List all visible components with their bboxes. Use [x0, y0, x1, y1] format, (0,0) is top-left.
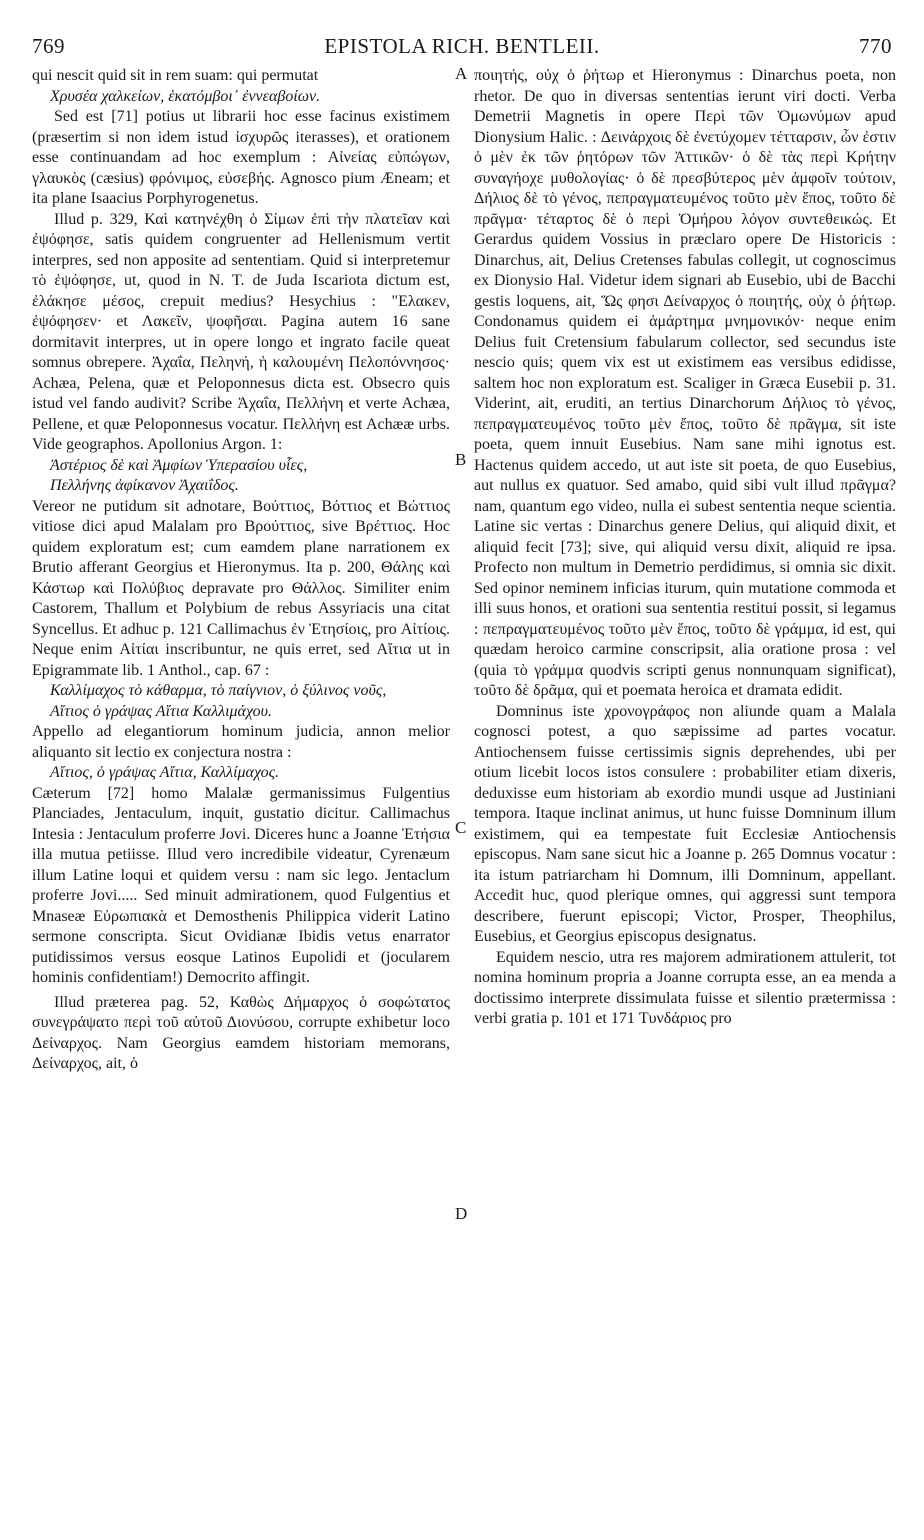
paragraph: Domninus iste χρονογράφος non aliunde quam a Malala cognosci potest, a quo sæpissime ad partes vocatur. Antiochensem fuisse certissimis signis deprehendes, ubi per otium licebit locos istos consulere : probabiliter etiam dixeris, deduxisse eum historiam ab exordio mundi usque ad Justiniani tempora. Itaque inclinat animus, ut hunc fuisse Domninum illum existimem, qui ea tempestate fuit Ecclesiæ Antiochensis episcopus. Nam sane sicut hic a Joanne p. 265 Domnus vocatur : ita istum patriarcham hi Domnum, illi Domninum, appellant. Accedit huc, quod plerique omnes, qui aggressi sunt tempora describere, fuerunt episcopi; Victor, Prosper, Theophilus, Eusebius, et Georgius episcopus designatus.	[474, 702, 896, 945]
paragraph: qui nescit quid sit in rem suam: qui permutat	[32, 67, 319, 84]
greek-quote: Αἴτιος ὁ γράψας Αἴτια Καλλιμάχου.	[50, 702, 272, 720]
page-header	[32, 34, 892, 60]
section-marker-d: D	[455, 1204, 468, 1223]
greek-quote: Καλλίμαχος τὸ κάθαρμα, τὸ παίγνιον, ὁ ξύλινος νοῦς,	[50, 682, 387, 699]
running-title: EPISTOLA RICH. BENTLEII.	[324, 34, 600, 58]
left-column	[32, 66, 450, 1075]
paragraph: Illud p. 329, Καὶ κατηνέχθη ὁ Σίμων ἐπὶ τὴν πλατεῖαν καὶ ἐψόφησε, satis quidem congruenter ad Hellenismum vertit interpres, sed non apposite ad sententiam. Quid si interpretemur τὸ ἐψόφησε, ut, quod in N. T. de Juda Iscariota dictum est, ἐλάκησε μέσος, crepuit medius? Hesychius : "Ελακεν, ἐψόφησεν· et Λακεῖν, ψοφῆσαι. Pagina autem 16 sane dormitavit interpres, ut in opere longo et ingrato facile queat somnus obrepere. Ἀχαΐα, Πεληνή, ἡ καλουμένη Πελοπόννησος· Achæa, Pelena, quæ et Peloponnesus dicta est. Obsecro quis istud vel fando audivit? Scribe Ἀχαΐα, Πελλήνη et verte Achæa, Pellene, et quæ Peloponnesus vocatur. Πελλήνη est Achææ urbs. Vide geographos. Apollonius Argon. 1:	[32, 210, 450, 453]
section-marker-c: C	[455, 818, 467, 837]
section-marker-a: A	[455, 64, 468, 83]
greek-quote: Ἀστέριος δὲ καὶ Ἀμφίων Ὑπερασίου υἷες,	[50, 456, 308, 474]
paragraph: Sed est [71] potius ut librarii hoc esse facinus existimem (præsertim si non idem istud ἰσχυρῶς iterasses), et orationem esse continuandam ad hoc exemplum : Αἰνείας εὐπώγων, γλαυκὸς (cæsius) φρόνιμος, εὐσεβής. Agnosco pium Æneam; et ita plane Isaacius Porphyrogenetus.	[32, 108, 450, 207]
paragraph: Illud præterea pag. 52, Καθὼς Δήμαρχος ὁ σοφώτατος συνεγράψατο περὶ τοῦ αὐτοῦ Διονύσου, corrupte exhibetur loco Δείναρχος. Nam Georgius eamdem historiam memorans, Δείναρχος, ait, ὁ	[32, 993, 450, 1072]
section-marker-b: B	[455, 450, 467, 469]
paragraph: Equidem nescio, utra res majorem admirationem attulerit, tot nomina hominum propria a Joanne corrupta esse, an ea menda a doctissimo interprete dissimulata fuisse et silentio prætermissa : verbi gratia p. 101 et 171 Τυνδάριος pro	[474, 948, 896, 1027]
page-number-right: 770	[859, 34, 892, 58]
paragraph: Appello ad elegantiorum hominum judicia, annon melior aliquanto sit lectio ex conjectura nostra :	[32, 723, 450, 761]
paragraph: Vereor ne putidum sit adnotare, Βούττιος, Βόττιος et Βώττιος vitiose dici apud Malalam pro Βρούττιος, sive Βρέττιος. Hoc quidem exploratum est; cum eamdem plane narrationem ex Brutio afferant Georgius et Hieronymus. Ita p. 200, Θάλης καὶ Κάστωρ καὶ Πολύβιος depravate pro Θάλλος. Similiter enim Castorem, Thallum et Polybium de rebus Assyriacis una citat Syncellus. Et adhuc p. 121 Callimachus ἐν Ἐτησίοις, pro Αἰτίοις. Neque enim Αἰτίαι inscribuntur, ne quis erret, sed Αἴτια ut in Epigrammate lib. 1 Anthol., cap. 67 :	[32, 497, 450, 679]
greek-quote: Πελλήνης ἀφίκανον Ἀχαιΐδος.	[50, 477, 239, 494]
paragraph: Cæterum [72] homo Malalæ germanissimus Fulgentius Planciades, Jentaculum, inquit, gustatio dicitur. Callimachus Intesia : Jentaculum proferre Jovi. Diceres hunc a Joanne Ἐτήσια illa mutua petiisse. Illud vero incredibile videatur, Cyrenæum illum Latine loqui et quidem versu : nam sic lego. Jentaclum proferre Jovi..... Sed minuit admirationem, quod Fulgentius et Mnaseæ Εὐρωπιακὰ et Demosthenis Philippica viderit Latino sermone conscripta. Sicut Ovidianæ Ibidis vetus enarrator putidissimos versus eosque Latinos Eupolidi et (jocularem hominis confidentiam!) Democrito affingit.	[32, 784, 450, 986]
page-number-left: 769	[32, 34, 65, 58]
greek-quote: Χρυσέα χαλκείων, ἑκατόμβοι᾽ ἐννεαβοίων.	[50, 87, 321, 105]
greek-quote: Αἴτιος, ὁ γράψας Αἴτια, Καλλίμαχος.	[50, 764, 280, 781]
paragraph: ποιητής, οὐχ ὁ ῥήτωρ et Hieronymus : Dinarchus poeta, non rhetor. De quo in diversas sententias ierunt viri docti. Verba Demetrii Magnetis in opere Περὶ τῶν Ὁμωνύμων apud Dionysium Halic. : Δεινάρχοις δὲ ἐνετύχομεν τέτταρσιν, ὧν ἐστιν ὁ μὲν ἐκ τῶν ῥητόρων τῶν Ἀττικῶν· ὁ δὲ τὰς περὶ Κρήτην συναγήοχε μυθολογίας· ὁ δὲ πρεσβύτερος μὲν ἀμφοῖν τούτοιν, Δήλιος δὲ τὸ γένος, πεπραγματευμένος τοῦτο μὲν ἔπος, τοῦτο δὲ πρᾶγμα· τέταρτος δὲ ὁ περὶ Ὁμήρου λόγον συντεθεικώς. Et Gerardus quidem Vossius in præclaro opere De Historicis : Dinarchus, ait, Delius Cretenses fabulas collegit, ut cognoscimus ex Dionysio Hal. Videtur idem signari ab Eusebio, ubi de Bacchi gestis loquens, ait, Ὥς φησι Δείναρχος ὁ ποιητής, οὐχ ὁ ῥήτωρ. Condonamus quidem ei ἁμάρτημα μνημονικόν· neque enim Delius fuit Cretensium fabularum collector, sed secundus iste nescio quis; quem vix est ut existimem eas versibus edidisse, saltem hoc non exploratum est. Scaliger in Græca Eusebii p. 31. Viderint, ait, eruditi, an tertius Dinarchorum Δήλιος τὸ γένος, πεπραγματευμένος τοῦτο μὲν ἔπος, τοῦτο δὲ πρᾶγμα, sit iste poeta, quem innuit Eusebius. Nam sane mihi ignotus est. Hactenus quidem accedo, ut aut iste sit poeta, de quo Eusebius, aut nullus ex quatuor. Sed amabo, quid sibi vult illud πρᾶγμα? nam, quantum ego video, nulla ei subest sententia neque scientia. Latine sic vertas : Dinarchus genere Delius, qui aliquid dixit, et aliquid fecit [73]; sive, qui aliquid versu dixit, aliquid re ipsa. Profecto non multum in Demetrio perdidimus, si omnia sic dixit. Sed opinor neminem inficias iturum, quin mutatione commoda et illi suus honos, et orationi sua sententia restitui possit, si legamus : πεπραγματευμένος τοῦτο μὲν ἔπος, τοῦτο δὲ γράμμα, id est, qui quædam heroico carmine conscripsit, alia oratione prosa : vel (quia τὸ γράμμα quodvis scripti genus nonnunquam significat), τοῦτο δὲ δρᾶμα, qui et poemata heroica et dramata edidit.	[474, 67, 896, 699]
right-column	[474, 66, 896, 1030]
